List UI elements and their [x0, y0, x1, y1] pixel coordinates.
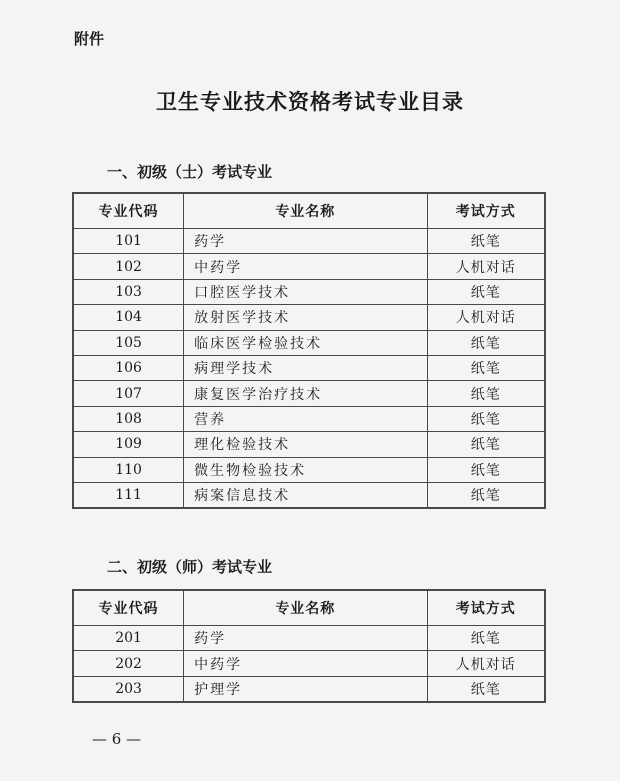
table-row — [73, 651, 545, 676]
table-row — [73, 330, 545, 355]
page-number: — 6 — — [92, 730, 142, 748]
column-header-code: 专业代码 — [73, 590, 184, 626]
document-title: 卫生专业技术资格考试专业目录 — [156, 89, 464, 114]
row-name: 口腔医学技术 — [184, 279, 427, 304]
row-name: 理化检验技术 — [184, 432, 427, 457]
row-method: 纸笔 — [427, 676, 545, 702]
table-row — [73, 279, 545, 304]
table-header-row — [73, 590, 545, 626]
row-code: 107 — [73, 381, 184, 406]
row-method: 纸笔 — [427, 330, 545, 355]
row-code: 111 — [73, 482, 184, 508]
row-name: 微生物检验技术 — [184, 457, 427, 482]
table-header-row — [73, 193, 545, 229]
row-code: 202 — [73, 651, 184, 676]
row-code: 101 — [73, 229, 184, 254]
row-name: 康复医学治疗技术 — [184, 381, 427, 406]
row-name: 病理学技术 — [184, 355, 427, 380]
row-method: 纸笔 — [427, 457, 545, 482]
row-name: 病案信息技术 — [184, 482, 427, 508]
row-code: 105 — [73, 330, 184, 355]
table-row — [73, 381, 545, 406]
row-name: 护理学 — [184, 676, 427, 702]
row-method: 纸笔 — [427, 482, 545, 508]
row-method: 纸笔 — [427, 626, 545, 651]
row-code: 108 — [73, 406, 184, 431]
row-method: 人机对话 — [427, 305, 545, 330]
row-code: 103 — [73, 279, 184, 304]
row-code: 109 — [73, 432, 184, 457]
column-header-name: 专业名称 — [184, 590, 427, 626]
column-header-method: 考试方式 — [427, 590, 545, 626]
row-code: 203 — [73, 676, 184, 702]
table-row — [73, 626, 545, 651]
row-method: 纸笔 — [427, 229, 545, 254]
row-code: 201 — [73, 626, 184, 651]
row-name: 药学 — [184, 229, 427, 254]
row-name: 临床医学检验技术 — [184, 330, 427, 355]
table-row — [73, 432, 545, 457]
row-code: 110 — [73, 457, 184, 482]
row-method: 纸笔 — [427, 406, 545, 431]
table-row — [73, 457, 545, 482]
row-method: 纸笔 — [427, 355, 545, 380]
table-row — [73, 355, 545, 380]
row-name: 中药学 — [184, 254, 427, 279]
row-method: 人机对话 — [427, 254, 545, 279]
section-heading-junior-shi: 一、初级（士）考试专业 — [107, 163, 273, 181]
table-row — [73, 229, 545, 254]
row-name: 中药学 — [184, 651, 427, 676]
row-name: 营养 — [184, 406, 427, 431]
column-header-code: 专业代码 — [73, 193, 184, 229]
row-method: 纸笔 — [427, 279, 545, 304]
section-heading-junior-shi-teacher: 二、初级（师）考试专业 — [107, 558, 273, 576]
specialty-table-junior-shi — [72, 192, 546, 509]
table-row — [73, 482, 545, 508]
row-code: 102 — [73, 254, 184, 279]
column-header-name: 专业名称 — [184, 193, 427, 229]
specialty-table-junior-teacher — [72, 589, 546, 703]
row-method: 人机对话 — [427, 651, 545, 676]
table-row — [73, 676, 545, 702]
row-method: 纸笔 — [427, 381, 545, 406]
row-code: 104 — [73, 305, 184, 330]
row-method: 纸笔 — [427, 432, 545, 457]
table-row — [73, 406, 545, 431]
attachment-label: 附件 — [74, 30, 105, 48]
table-row — [73, 305, 545, 330]
row-code: 106 — [73, 355, 184, 380]
column-header-method: 考试方式 — [427, 193, 545, 229]
table-row — [73, 254, 545, 279]
row-name: 放射医学技术 — [184, 305, 427, 330]
row-name: 药学 — [184, 626, 427, 651]
